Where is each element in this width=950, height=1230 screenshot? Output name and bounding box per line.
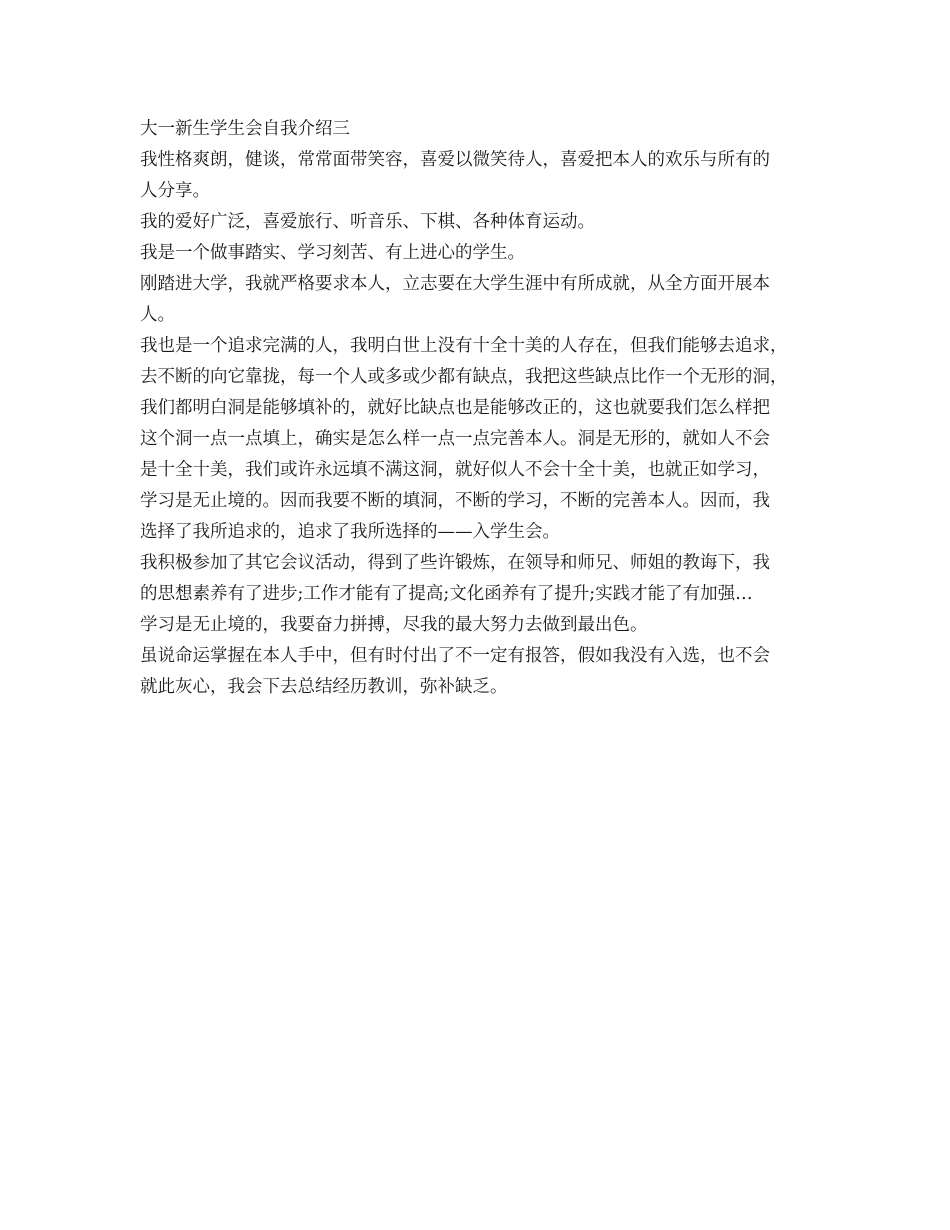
document-title: 大一新生学生会自我介绍三 bbox=[140, 119, 350, 139]
document-body bbox=[140, 114, 820, 703]
paragraph-attitude: 我是一个做事踏实、学习刻苦、有上进心的学生。 bbox=[140, 243, 525, 263]
paragraph-pursuit-of-perfection: 我也是一个追求完满的人，我明白世上没有十全十美的人存在，但我们能够去追求， 去不断的向它靠拢，每一个人或多或少都有缺点，我把这些缺点比作一个无形的洞， 我们都明白洞是能够填补的，就好比缺点也是能够改正的，这也就要我们怎么样把 这个洞一点一点填上，确实是怎么样一点一点完善本人。洞是无形的，就如人不会 是十全十美，我们或许永远填不满这洞，就好似人不会十全十美，也就正如学习， 学习是无止境的。因而我要不断的填洞，不断的学习，不断的完善本人。因而，我 选择了我所追求的，追求了我所选择的——入学生会。 bbox=[140, 336, 788, 542]
paragraph-activities: 我积极参加了其它会议活动，得到了些许锻炼，在领导和师兄、师姐的教诲下，我 的思想素养有了进步;工作才能有了提高;文化函养有了提升;实践才能了有加强… 学习是无止境的，我要奋力拼搏，尽我的最大努力去做到最出色。 bbox=[140, 553, 770, 635]
paragraph-personality: 我性格爽朗，健谈，常常面带笑容，喜爱以微笑待人，喜爱把本人的欢乐与所有的 人分享。 bbox=[140, 150, 770, 201]
paragraph-university-goals: 刚踏进大学，我就严格要求本人，立志要在大学生涯中有所成就，从全方面开展本 人。 bbox=[140, 274, 770, 325]
paragraph-hobbies: 我的爱好广泛，喜爱旅行、听音乐、下棋、各种体育运动。 bbox=[140, 212, 595, 232]
paragraph-closing: 虽说命运掌握在本人手中，但有时付出了不一定有报答，假如我没有入选，也不会 就此灰心，我会下去总结经历教训，弥补缺乏。 bbox=[140, 646, 770, 697]
